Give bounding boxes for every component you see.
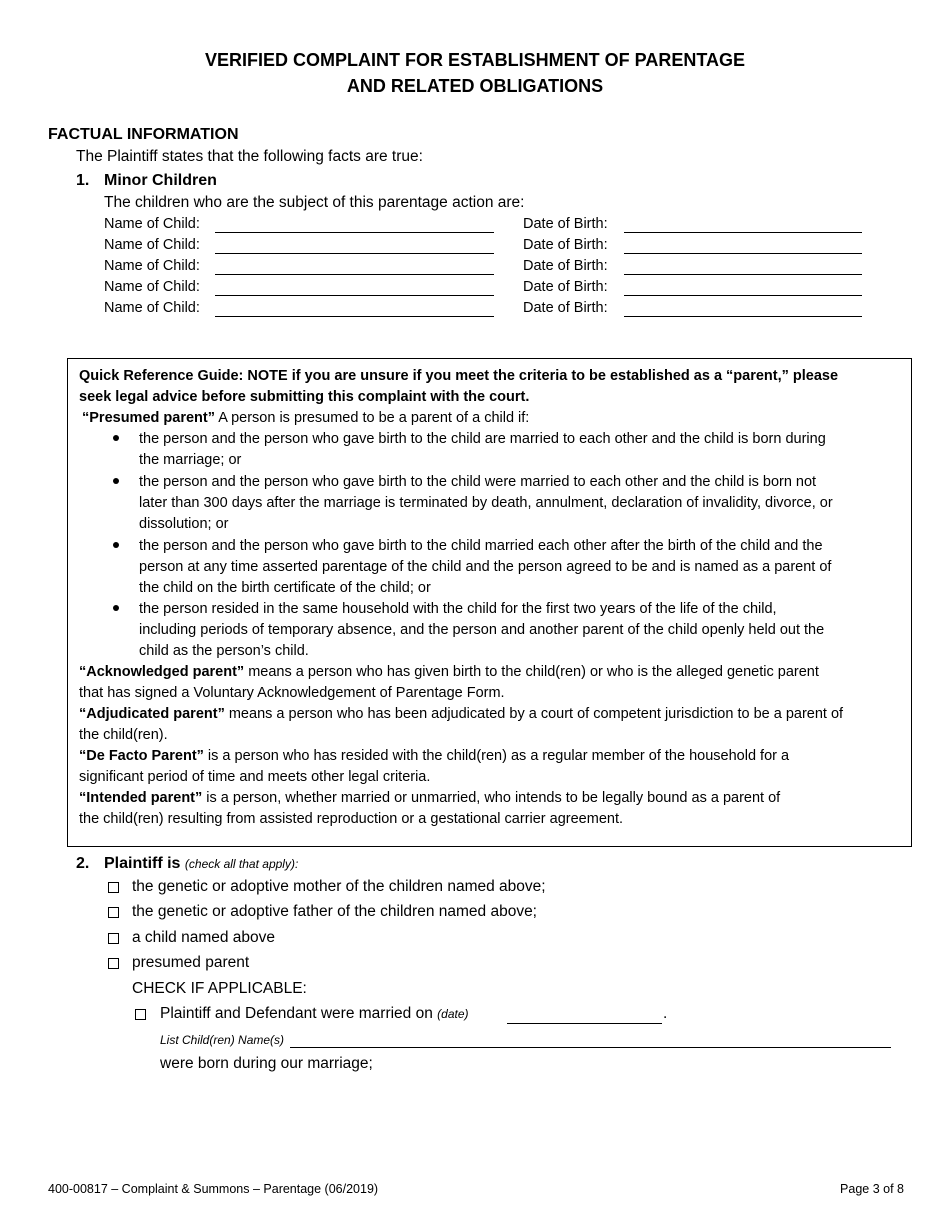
option-3-checkbox[interactable] xyxy=(108,933,119,944)
child-dob-label: Date of Birth: xyxy=(523,279,608,295)
children-names-field[interactable] xyxy=(290,1047,891,1048)
presumed-parent-definition: “Presumed parent” A person is presumed to be a parent of a child if: xyxy=(82,410,530,426)
intended-parent-definition: “Intended parent” is a person, whether married or unmarried, who intends to be legally bound as a parent of xyxy=(79,790,781,806)
factual-intro: The Plaintiff states that the following facts are true: xyxy=(76,148,423,165)
bullet-3-line-1: the person and the person who gave birth to the child married each other after the birth of the child and the xyxy=(139,538,823,554)
child-dob-field[interactable] xyxy=(624,295,862,296)
child-name-field[interactable] xyxy=(215,274,494,275)
intended-parent-definition-cont: the child(ren) resulting from assisted reproduction or a gestational carrier agreement. xyxy=(79,811,624,827)
acknowledged-parent-definition-cont: that has signed a Voluntary Acknowledgement of Parentage Form. xyxy=(79,685,505,701)
bullet-2-line-2: later than 300 days after the marriage is terminated by death, annulment, declaration of invalidity, divorce, or xyxy=(139,495,833,511)
bullet-4-line-3: child as the person’s child. xyxy=(139,643,309,659)
acknowledged-parent-term: “Acknowledged parent” xyxy=(79,664,245,680)
section-1-heading: Minor Children xyxy=(104,172,217,189)
child-name-field[interactable] xyxy=(215,316,494,317)
bullet-1-line-1: the person and the person who gave birth to the child are married to each other and the child is born during xyxy=(139,431,826,447)
presumed-parent-term: “Presumed parent” xyxy=(82,410,215,426)
adjudicated-parent-term: “Adjudicated parent” xyxy=(79,706,225,722)
section-2-heading: Plaintiff is xyxy=(104,855,181,872)
guide-heading-line-2: seek legal advice before submitting this complaint with the court. xyxy=(79,389,530,405)
date-hint: (date) xyxy=(437,1007,469,1021)
option-2-checkbox[interactable] xyxy=(108,907,119,918)
defacto-parent-term: “De Facto Parent” xyxy=(79,748,204,764)
bullet-4-line-1: the person resided in the same household with the child for the first two years of the life of the child, xyxy=(139,601,777,617)
child-dob-field[interactable] xyxy=(624,316,862,317)
married-checkbox[interactable] xyxy=(135,1009,146,1020)
child-name-field[interactable] xyxy=(215,253,494,254)
bullet-icon xyxy=(113,478,119,484)
marriage-date-field[interactable] xyxy=(507,1023,662,1024)
child-dob-field[interactable] xyxy=(624,253,862,254)
guide-heading-line-1: Quick Reference Guide: NOTE if you are unsure if you meet the criteria to be established as a “parent,” please xyxy=(79,368,839,384)
bullet-icon xyxy=(113,542,119,548)
child-dob-field[interactable] xyxy=(624,232,862,233)
bullet-1-line-2: the marriage; or xyxy=(139,452,242,468)
adjudicated-parent-definition-cont: the child(ren). xyxy=(79,727,168,743)
intended-parent-term: “Intended parent” xyxy=(79,790,203,806)
child-name-field[interactable] xyxy=(215,232,494,233)
option-1-checkbox[interactable] xyxy=(108,882,119,893)
bullet-2-line-1: the person and the person who gave birth to the child were married to each other and the child is born not xyxy=(139,474,817,490)
child-name-label: Name of Child: xyxy=(104,237,200,253)
check-if-applicable-label: CHECK IF APPLICABLE: xyxy=(132,980,307,997)
acknowledged-parent-definition: “Acknowledged parent” means a person who has given birth to the child(ren) or who is the alleged genetic parent xyxy=(79,664,819,680)
bullet-3-line-2: person at any time asserted parentage of the child and the person agreed to be and is named as a parent of xyxy=(139,559,832,575)
defacto-parent-definition: “De Facto Parent” is a person who has resided with the child(ren) as a regular member of the household for a xyxy=(79,748,790,764)
footer-page-number: Page 3 of 8 xyxy=(840,1182,904,1196)
child-dob-label: Date of Birth: xyxy=(523,237,608,253)
child-dob-label: Date of Birth: xyxy=(523,216,608,232)
child-name-label: Name of Child: xyxy=(104,300,200,316)
section-1-number: 1. xyxy=(76,172,90,189)
child-name-label: Name of Child: xyxy=(104,258,200,274)
option-2-label: the genetic or adoptive father of the children named above; xyxy=(132,903,537,920)
child-dob-label: Date of Birth: xyxy=(523,258,608,274)
child-name-field[interactable] xyxy=(215,295,494,296)
footer-form-id: 400-00817 – Complaint & Summons – Parentage (06/2019) xyxy=(48,1182,379,1196)
bullet-icon xyxy=(113,605,119,611)
option-1-label: the genetic or adoptive mother of the children named above; xyxy=(132,878,546,895)
section-2-heading-row xyxy=(104,855,298,873)
bullet-icon xyxy=(113,435,119,441)
section-2-number: 2. xyxy=(76,855,90,872)
married-period: . xyxy=(663,1005,668,1022)
section-1-intro: The children who are the subject of this parentage action are: xyxy=(104,194,525,211)
section-2-note: (check all that apply): xyxy=(184,857,299,871)
option-4-label: presumed parent xyxy=(132,954,250,971)
page-title-line-2: AND RELATED OBLIGATIONS xyxy=(346,76,604,96)
child-name-label: Name of Child: xyxy=(104,216,200,232)
bullet-3-line-3: the child on the birth certificate of the child; or xyxy=(139,580,431,596)
child-dob-label: Date of Birth: xyxy=(523,300,608,316)
bullet-2-line-3: dissolution; or xyxy=(139,516,229,532)
married-text: Plaintiff and Defendant were married on xyxy=(160,1005,433,1022)
factual-heading: FACTUAL INFORMATION xyxy=(48,126,239,143)
child-dob-field[interactable] xyxy=(624,274,862,275)
option-4-checkbox[interactable] xyxy=(108,958,119,969)
bullet-4-line-2: including periods of temporary absence, and the person and another parent of the child openly held out the xyxy=(139,622,825,638)
option-3-label: a child named above xyxy=(132,929,276,946)
page-title-line-1: VERIFIED COMPLAINT FOR ESTABLISHMENT OF PARENTAGE xyxy=(205,50,745,70)
married-row xyxy=(160,1005,469,1023)
defacto-parent-definition-cont: significant period of time and meets other legal criteria. xyxy=(79,769,431,785)
adjudicated-parent-definition: “Adjudicated parent” means a person who has been adjudicated by a court of competent jurisdiction to be a parent of xyxy=(79,706,844,722)
list-children-hint: List Child(ren) Name(s) xyxy=(160,1033,285,1047)
born-during-marriage-text: were born during our marriage; xyxy=(160,1055,373,1072)
child-name-label: Name of Child: xyxy=(104,279,200,295)
